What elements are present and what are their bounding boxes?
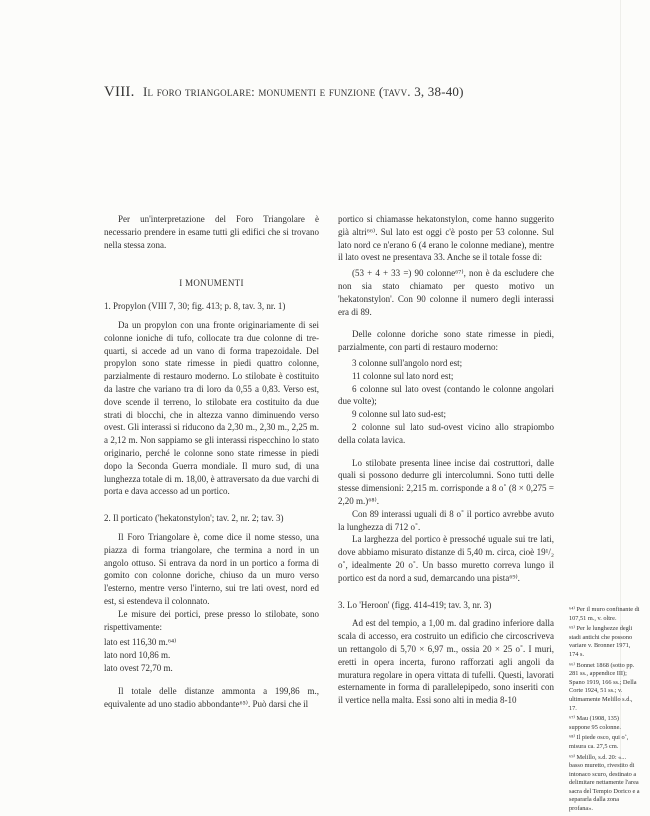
- footnotes: [569, 606, 641, 816]
- footnote: ⁶⁹⁾ Melillo, s.d. 20: «... basso muretto, rivestito di intonaco scuro, destinato a delimitare nettamente l'area sacra del Tempio Dorico e a separarla dalla zona profana».: [569, 753, 640, 813]
- paragraph-misure: Le misure dei portici, prese presso lo stilobate, sono rispettivamente:: [104, 608, 319, 632]
- paragraph-stilobate: Lo stilobate presenta linee incise dai costruttori, dalle quali si possono dedurre gli intercolumni. Sono tutti delle stesse dimensioni: 2,215 m. corrisponde a 8 o˚ (8 × 0,275 = 2,20 m.)⁶⁸⁾.: [338, 457, 554, 506]
- footnote: ⁶⁷⁾ Mau (1908, 135) suppone 95 colonne.: [569, 715, 621, 731]
- text-column-left: [104, 213, 319, 710]
- paragraph-heroon: Ad est del tempio, a 1,00 m. dal gradino inferiore dalla scala di accesso, era costruito un edificio che circoscriveva un rettangolo di 5,70 × 6,97 m., ossia 20 × 25 o˚. I muri, eretti in opera incerta, furono rafforzati agli angoli da muratura regolare in opera vittata di tufelli. Questi, lavorati esternamente in forma di parallelepipedo, sono inseriti con il vertice nella malta. Essi sono alti in media 8-10: [338, 618, 554, 706]
- footnote: ⁶⁸⁾ Il piede osco, qui o˚, misura ca. 27,5 cm.: [569, 734, 629, 750]
- text-column-right: [338, 213, 554, 707]
- chapter-heading: [104, 84, 464, 101]
- paragraph-interassi: Con 89 interassi uguali di 8 o˚ il portico avrebbe avuto la lunghezza di 712 o˚.: [338, 508, 554, 532]
- paragraph-totale: Il totale delle distanze ammonta a 199,86 m., equivalente ad uno stadio abbondante⁶⁵⁾. Può darsi che il: [104, 685, 319, 709]
- footnote: ⁶⁵⁾ Per le lunghezze degli stadi antichi che possono variare v. Bronner 1971, 174 s.: [569, 625, 633, 658]
- list-item: lato est 116,30 m.⁶⁴⁾: [104, 637, 177, 648]
- paragraph-larghezza: La larghezza del portico è pressoché uguale sui tre lati, dove abbiamo misurato distanze di 5,40 m. circa, cioè 19¹/₂ o˚, idealmente 20 o˚. Un basso muretto correva lungo il portico est da nord a sud, demarcando una pista⁶⁹⁾.: [338, 534, 554, 583]
- footnote: ⁶⁶⁾ Bonnet 1868 (sotto pp. 281 ss., appendice III); Spano 1919, 166 ss.; Della Corte 1924, 51 ss.; v. ultimamente Melillo s.d., 17.: [569, 661, 637, 712]
- list-item: 2 colonne sul lato sud-ovest vicino allo strapiombo della colata lavica.: [338, 421, 554, 445]
- paragraph-colonne-totale: (53 + 4 + 33 =) 90 colonne⁶⁷⁾, non è da escludere che non sia stato chiamato per questo motivo un 'hekatonstylon'. Con 90 colonne il numero degli interassi era di 89.: [338, 268, 554, 317]
- list-item: 3 colonne sull'angolo nord est;: [352, 357, 463, 368]
- chapter-number: VIII.: [104, 84, 135, 100]
- intro-paragraph: Per un'interpretazione del Foro Triangolare è necessario prendere in esame tutti gli edifici che si trovano nella stessa zona.: [104, 214, 319, 250]
- chapter-title: Il foro triangolare: monumenti e funzione (tavv. 3, 38-40): [143, 84, 464, 99]
- list-item: lato nord 10,86 m.: [104, 650, 171, 661]
- section-heading: I MONUMENTI: [179, 278, 244, 289]
- list-item: 6 colonne sul lato ovest (contando le colonne angolari due volte);: [338, 383, 554, 407]
- paragraph-hekatonstylon: portico si chiamasse hekatonstylon, come hanno suggerito già altri⁶⁶⁾. Sul lato est oggi c'è posto per 53 colonne. Sul lato nord ce n'erano 6 (4 erano le colonne mediane), mentre il lato ovest ne presentava 33. Anche se il totale fosse di:: [338, 214, 554, 263]
- list-item: lato ovest 72,70 m.: [104, 662, 173, 673]
- list-item: 11 colonne sul lato nord est;: [352, 370, 454, 381]
- paragraph-porticato: Il Foro Triangolare è, come dice il nome stesso, una piazza di forma triangolare, che termina a nord in un angolo ottuso. Si entrava da nord in un portico a forma di gomito con colonne doriche, chiuso da un muro verso l'esterno, mentre verso l'interno, sui tre lati ovest, nord ed est, si estendeva il colonnato.: [104, 531, 319, 606]
- footnote: ⁶⁴⁾ Per il muro confinante di 107,51 m., v. oltre.: [569, 606, 640, 622]
- paragraph-propylon: Da un propylon con una fronte originariamente di sei colonne ioniche di tufo, collocate tra due colonne di tre-quarti, si accede ad un vano di forma trapezoidale. Del propylon sono state rimesse in piedi quattro colonne, parzialmente di restauro moderno. Lo stilobate è costituito da lastre che variano tra di loro da 0,55 a 0,83. Verso est, dove scende il terreno, lo stilobate era costituito da due strati di blocchi, che in altezza vanno diminuendo verso ovest. Gli interassi si riducono da 2,30 m., 2,30 m., 2,25 m. a 2,12 m. Non sappiamo se gli interassi rispecchino lo stato originario, perché le colonne sono state rimesse in piedi dopo la Seconda Guerra mondiale. Il muro sud, di una lunghezza totale di m. 18,00, è attraversato da due varchi di porta e dava accesso ad un portico.: [104, 319, 319, 497]
- subheading-porticato: 2. Il porticato ('hekatonstylon'; tav. 2, nr. 2; tav. 3): [104, 513, 284, 524]
- list-item: 9 colonne sul lato sud-est;: [352, 409, 446, 420]
- subheading-propylon: 1. Propylon (VIII 7, 30; fig. 413; p. 8, tav. 3, nr. 1): [104, 301, 286, 312]
- subheading-heroon: 3. Lo 'Heroon' (figg. 414-419; tav. 3, nr. 3): [338, 599, 492, 610]
- paragraph-colonne-doriche: Delle colonne doriche sono state rimesse in piedi, parzialmente, con parti di restauro moderno:: [338, 329, 554, 353]
